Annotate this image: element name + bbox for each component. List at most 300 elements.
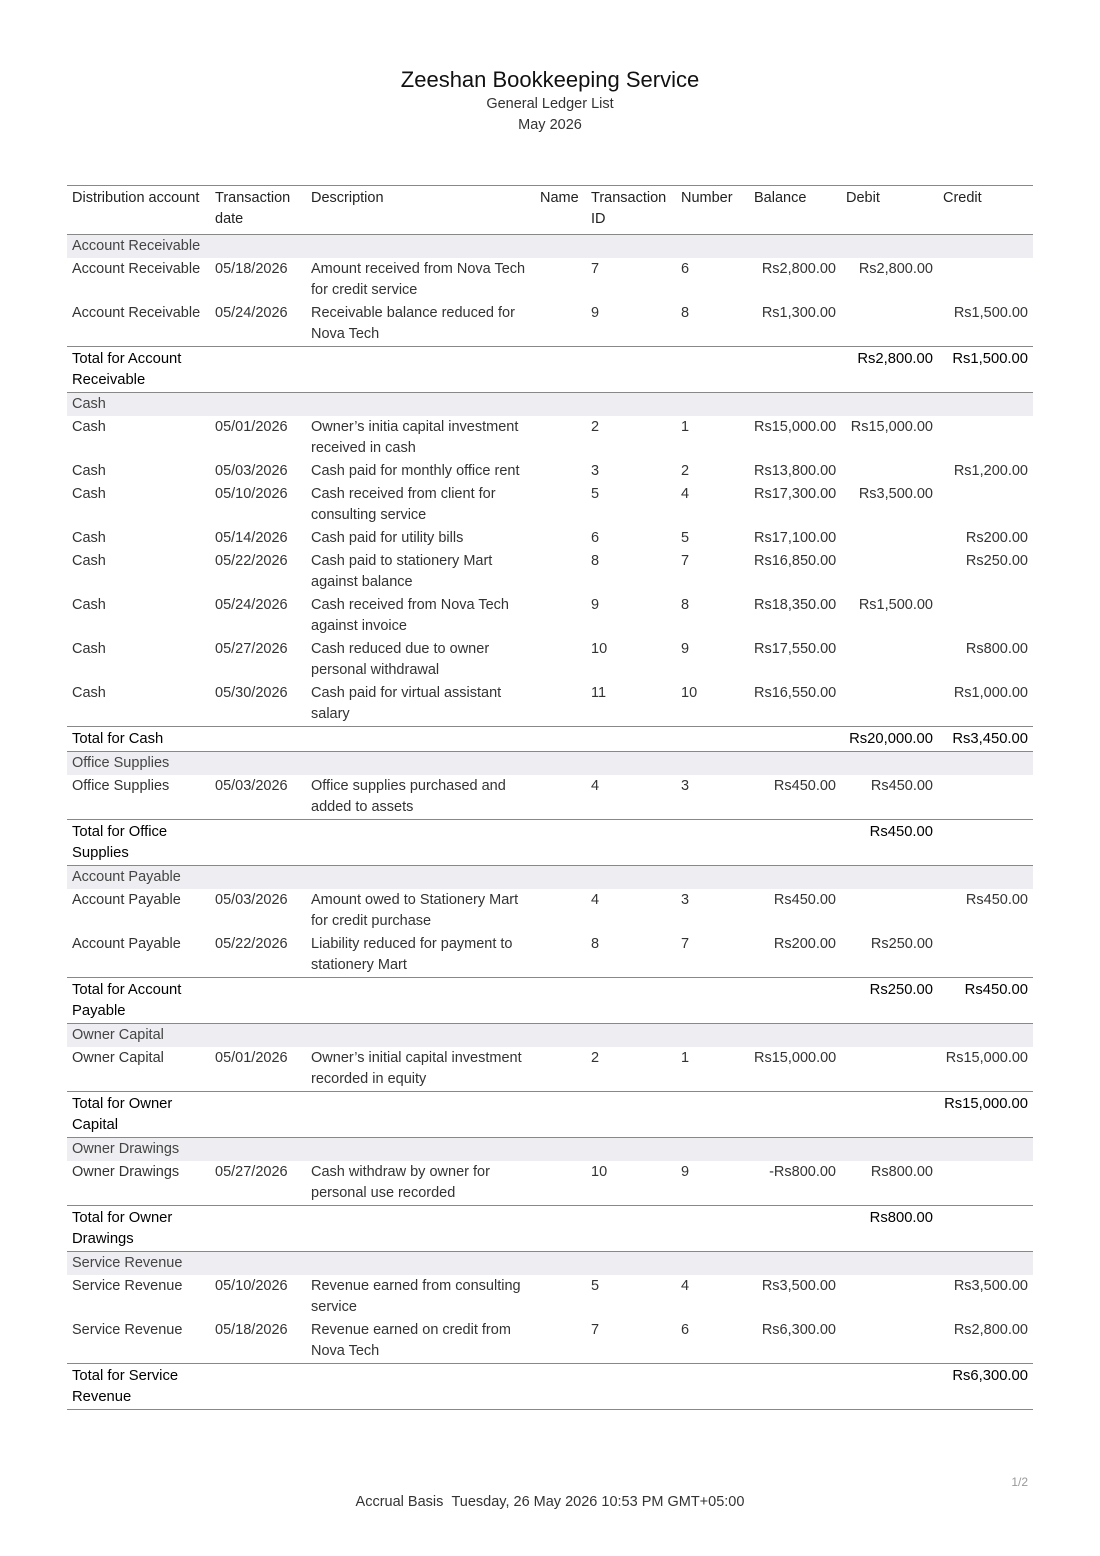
cell-debit (841, 1319, 938, 1364)
cell-description: Cash received from Nova Tech against invoice (311, 597, 509, 634)
total-debit: Rs20,000.00 (841, 727, 938, 752)
total-filler (676, 1364, 749, 1410)
total-filler (586, 727, 676, 752)
total-label: Total for Office Supplies (67, 820, 210, 866)
cell-name (535, 1161, 586, 1206)
group-filler (938, 1024, 1033, 1048)
ledger-body (67, 235, 1033, 1410)
report-title: General Ledger List (486, 96, 614, 112)
cell-number: 9 (681, 641, 690, 657)
generated-timestamp: Tuesday, 26 May 2026 10:53 PM GMT+05:00 (451, 1494, 745, 1510)
cell-credit: Rs1,000.00 (953, 685, 1028, 701)
group-filler (938, 866, 1033, 890)
general-ledger-table (67, 185, 1033, 1410)
cell-credit: Rs250.00 (965, 553, 1028, 569)
group-filler (306, 1138, 535, 1162)
table-row (67, 638, 1033, 682)
cell-credit: Rs2,800.00 (953, 1322, 1028, 1338)
col-header-transaction-id: Transaction ID (586, 186, 676, 235)
cell-date: 05/18/2026 (215, 1322, 288, 1338)
cell-account: Account Payable (72, 936, 181, 952)
total-filler (749, 727, 841, 752)
total-credit (938, 820, 1033, 866)
group-filler (210, 866, 306, 890)
cell-description: Amount received from Nova Tech for credit service (311, 261, 526, 298)
cell-debit (841, 1047, 938, 1092)
cell-date: 05/10/2026 (215, 486, 288, 502)
table-row (67, 1319, 1033, 1364)
table-row (67, 527, 1033, 550)
total-filler (676, 727, 749, 752)
cell-date: 05/03/2026 (215, 463, 288, 479)
cell-date: 05/18/2026 (215, 261, 288, 277)
total-filler (586, 347, 676, 393)
cell-name (535, 302, 586, 347)
cell-transaction-id: 10 (591, 641, 608, 657)
total-filler (535, 1092, 586, 1138)
table-header-row (67, 186, 1033, 235)
cell-date: 05/24/2026 (215, 597, 288, 613)
group-total-row (67, 727, 1033, 752)
cell-number: 7 (681, 936, 690, 952)
cell-balance: Rs18,350.00 (754, 597, 837, 613)
group-filler (676, 1252, 749, 1276)
cell-account: Office Supplies (72, 778, 170, 794)
account-group-row (67, 752, 1033, 776)
table-row (67, 775, 1033, 820)
total-credit (938, 1206, 1033, 1252)
group-filler (938, 393, 1033, 417)
cell-description: Cash paid for virtual assistant salary (311, 685, 502, 722)
cell-balance: Rs450.00 (773, 778, 836, 794)
total-debit: Rs450.00 (841, 820, 938, 866)
cell-balance: Rs17,550.00 (754, 641, 837, 657)
cell-name (535, 933, 586, 978)
cell-credit (938, 933, 1033, 978)
total-filler (210, 1092, 306, 1138)
cell-debit (841, 460, 938, 483)
group-filler (749, 1252, 841, 1276)
total-filler (306, 978, 535, 1024)
total-label: Total for Account Payable (67, 978, 210, 1024)
group-filler (938, 235, 1033, 259)
cell-credit: Rs3,500.00 (953, 1278, 1028, 1294)
total-filler (306, 347, 535, 393)
col-header-date: Transaction date (210, 186, 306, 235)
cell-number: 3 (681, 778, 690, 794)
group-filler (586, 866, 676, 890)
total-filler (676, 820, 749, 866)
cell-date: 05/03/2026 (215, 892, 288, 908)
total-credit: Rs15,000.00 (938, 1092, 1033, 1138)
group-filler (586, 1024, 676, 1048)
group-total-row (67, 1364, 1033, 1410)
group-title: Office Supplies (67, 752, 210, 776)
cell-name (535, 682, 586, 727)
cell-debit (841, 889, 938, 933)
table-row (67, 416, 1033, 460)
group-filler (210, 235, 306, 259)
cell-debit: Rs800.00 (870, 1164, 933, 1180)
group-filler (306, 1252, 535, 1276)
cell-description: Cash withdraw by owner for personal use recorded (311, 1164, 490, 1201)
cell-credit: Rs800.00 (965, 641, 1028, 657)
account-group-row (67, 866, 1033, 890)
cell-debit: Rs15,000.00 (850, 419, 933, 435)
cell-debit: Rs250.00 (870, 936, 933, 952)
group-filler (535, 752, 586, 776)
cell-balance: Rs13,800.00 (754, 463, 837, 479)
group-filler (306, 1024, 535, 1048)
total-filler (535, 978, 586, 1024)
report-header (0, 66, 1100, 136)
group-filler (841, 1138, 938, 1162)
cell-description: Office supplies purchased and added to assets (311, 778, 506, 815)
group-total-row (67, 1206, 1033, 1252)
total-filler (749, 820, 841, 866)
group-title: Owner Capital (67, 1024, 210, 1048)
total-filler (535, 820, 586, 866)
total-debit (841, 1092, 938, 1138)
cell-description: Amount owed to Stationery Mart for credit purchase (311, 892, 519, 929)
cell-date: 05/10/2026 (215, 1278, 288, 1294)
cell-credit: Rs15,000.00 (945, 1050, 1028, 1066)
group-title: Service Revenue (67, 1252, 210, 1276)
group-filler (586, 1138, 676, 1162)
cell-debit: Rs3,500.00 (858, 486, 933, 502)
cell-transaction-id: 10 (591, 1164, 608, 1180)
cell-date: 05/27/2026 (215, 641, 288, 657)
cell-transaction-id: 4 (591, 892, 600, 908)
cell-debit: Rs2,800.00 (858, 261, 933, 277)
cell-account: Cash (72, 419, 106, 435)
cell-account: Cash (72, 486, 106, 502)
group-filler (676, 1138, 749, 1162)
group-filler (749, 866, 841, 890)
cell-description: Cash received from client for consulting service (311, 486, 496, 523)
cell-number: 8 (681, 597, 690, 613)
group-filler (306, 866, 535, 890)
cell-debit (841, 682, 938, 727)
group-filler (938, 1138, 1033, 1162)
cell-name (535, 1275, 586, 1319)
cell-name (535, 416, 586, 460)
table-row (67, 302, 1033, 347)
group-title: Cash (67, 393, 210, 417)
cell-transaction-id: 7 (591, 1322, 600, 1338)
total-filler (535, 1206, 586, 1252)
total-filler (306, 1206, 535, 1252)
cell-description: Liability reduced for payment to stationery Mart (311, 936, 513, 973)
cell-transaction-id: 2 (591, 1050, 600, 1066)
total-filler (676, 347, 749, 393)
total-filler (586, 1206, 676, 1252)
group-filler (841, 1252, 938, 1276)
total-filler (586, 1092, 676, 1138)
cell-number: 4 (681, 486, 690, 502)
cell-debit (841, 1275, 938, 1319)
cell-number: 6 (681, 1322, 690, 1338)
cell-description: Cash paid for monthly office rent (311, 463, 520, 479)
group-filler (535, 393, 586, 417)
total-filler (749, 347, 841, 393)
total-filler (306, 1092, 535, 1138)
cell-account: Cash (72, 597, 106, 613)
cell-debit (841, 527, 938, 550)
accounting-basis: Accrual Basis (355, 1494, 444, 1510)
group-filler (210, 1138, 306, 1162)
group-filler (210, 1252, 306, 1276)
group-filler (841, 1024, 938, 1048)
total-filler (676, 1206, 749, 1252)
cell-balance: Rs16,550.00 (754, 685, 837, 701)
cell-credit: Rs200.00 (965, 530, 1028, 546)
group-filler (676, 235, 749, 259)
account-group-row (67, 235, 1033, 259)
cell-date: 05/27/2026 (215, 1164, 288, 1180)
table-row (67, 550, 1033, 594)
group-filler (535, 235, 586, 259)
total-debit: Rs250.00 (841, 978, 938, 1024)
total-filler (586, 1364, 676, 1410)
cell-description: Revenue earned on credit from Nova Tech (311, 1322, 511, 1359)
cell-account: Cash (72, 641, 106, 657)
cell-number: 10 (681, 685, 698, 701)
group-filler (306, 393, 535, 417)
total-filler (210, 1206, 306, 1252)
cell-credit (938, 416, 1033, 460)
group-filler (676, 393, 749, 417)
group-filler (535, 1138, 586, 1162)
cell-name (535, 550, 586, 594)
cell-credit (938, 1161, 1033, 1206)
total-debit: Rs800.00 (841, 1206, 938, 1252)
total-label: Total for Service Revenue (67, 1364, 210, 1410)
cell-balance: Rs6,300.00 (761, 1322, 836, 1338)
total-filler (749, 978, 841, 1024)
group-filler (535, 866, 586, 890)
group-filler (586, 752, 676, 776)
group-filler (749, 235, 841, 259)
cell-account: Cash (72, 463, 106, 479)
group-filler (306, 752, 535, 776)
cell-debit (841, 550, 938, 594)
cell-account: Cash (72, 530, 106, 546)
group-title: Owner Drawings (67, 1138, 210, 1162)
total-label: Total for Cash (67, 727, 210, 752)
cell-description: Owner’s initial capital investment recorded in equity (311, 1050, 522, 1087)
table-row (67, 682, 1033, 727)
cell-balance: Rs450.00 (773, 892, 836, 908)
cell-name (535, 483, 586, 527)
cell-number: 6 (681, 261, 690, 277)
group-filler (749, 752, 841, 776)
cell-account: Account Receivable (72, 261, 201, 277)
cell-credit (938, 258, 1033, 302)
cell-name (535, 1319, 586, 1364)
cell-credit: Rs450.00 (965, 892, 1028, 908)
total-filler (210, 347, 306, 393)
cell-description: Cash reduced due to owner personal withdrawal (311, 641, 490, 678)
total-filler (535, 727, 586, 752)
cell-account: Cash (72, 685, 106, 701)
total-filler (535, 1364, 586, 1410)
cell-date: 05/14/2026 (215, 530, 288, 546)
cell-debit: Rs450.00 (870, 778, 933, 794)
cell-name (535, 638, 586, 682)
cell-balance: Rs2,800.00 (761, 261, 836, 277)
total-debit (841, 1364, 938, 1410)
table-row (67, 1047, 1033, 1092)
cell-transaction-id: 8 (591, 936, 600, 952)
cell-balance: Rs17,300.00 (754, 486, 837, 502)
cell-transaction-id: 3 (591, 463, 600, 479)
cell-description: Cash paid to stationery Mart against balance (311, 553, 493, 590)
cell-number: 9 (681, 1164, 690, 1180)
col-header-debit: Debit (841, 186, 938, 235)
total-filler (306, 820, 535, 866)
table-row (67, 483, 1033, 527)
total-debit: Rs2,800.00 (841, 347, 938, 393)
cell-balance: -Rs800.00 (769, 1164, 836, 1180)
cell-description: Cash paid for utility bills (311, 530, 464, 546)
cell-number: 4 (681, 1278, 690, 1294)
table-row (67, 258, 1033, 302)
cell-date: 05/22/2026 (215, 936, 288, 952)
group-filler (841, 393, 938, 417)
table-row (67, 1275, 1033, 1319)
col-header-credit: Credit (938, 186, 1033, 235)
group-filler (749, 393, 841, 417)
cell-balance: Rs17,100.00 (754, 530, 837, 546)
cell-transaction-id: 7 (591, 261, 600, 277)
cell-balance: Rs1,300.00 (761, 305, 836, 321)
group-filler (586, 393, 676, 417)
group-filler (841, 752, 938, 776)
total-label: Total for Owner Drawings (67, 1206, 210, 1252)
total-filler (676, 978, 749, 1024)
cell-date: 05/03/2026 (215, 778, 288, 794)
company-name: Zeeshan Bookkeeping Service (400, 67, 700, 92)
group-filler (210, 1024, 306, 1048)
cell-description: Receivable balance reduced for Nova Tech (311, 305, 515, 342)
col-header-name: Name (535, 186, 586, 235)
report-footer (0, 1494, 1100, 1510)
total-filler (210, 727, 306, 752)
cell-account: Service Revenue (72, 1278, 183, 1294)
cell-credit: Rs1,200.00 (953, 463, 1028, 479)
cell-account: Cash (72, 553, 106, 569)
total-credit: Rs1,500.00 (938, 347, 1033, 393)
cell-date: 05/24/2026 (215, 305, 288, 321)
cell-balance: Rs200.00 (773, 936, 836, 952)
cell-name (535, 460, 586, 483)
col-header-balance: Balance (749, 186, 841, 235)
group-title: Account Receivable (67, 235, 210, 259)
cell-credit (938, 594, 1033, 638)
group-filler (938, 1252, 1033, 1276)
cell-transaction-id: 4 (591, 778, 600, 794)
total-credit: Rs450.00 (938, 978, 1033, 1024)
cell-transaction-id: 6 (591, 530, 600, 546)
total-filler (210, 978, 306, 1024)
group-filler (586, 235, 676, 259)
cell-number: 8 (681, 305, 690, 321)
cell-number: 1 (681, 1050, 690, 1066)
cell-name (535, 527, 586, 550)
cell-credit (938, 483, 1033, 527)
report-period: May 2026 (518, 117, 582, 133)
cell-transaction-id: 9 (591, 597, 600, 613)
col-header-account: Distribution account (67, 186, 210, 235)
cell-description: Revenue earned from consulting service (311, 1278, 521, 1315)
total-filler (306, 727, 535, 752)
total-filler (210, 820, 306, 866)
cell-name (535, 1047, 586, 1092)
cell-credit (938, 775, 1033, 820)
total-credit: Rs6,300.00 (938, 1364, 1033, 1410)
group-total-row (67, 978, 1033, 1024)
cell-account: Owner Capital (72, 1050, 164, 1066)
cell-name (535, 889, 586, 933)
total-filler (586, 978, 676, 1024)
cell-debit (841, 638, 938, 682)
cell-transaction-id: 9 (591, 305, 600, 321)
total-filler (210, 1364, 306, 1410)
cell-date: 05/30/2026 (215, 685, 288, 701)
cell-description: Owner’s initia capital investment received in cash (311, 419, 519, 456)
cell-name (535, 594, 586, 638)
group-filler (841, 866, 938, 890)
group-total-row (67, 820, 1033, 866)
group-filler (676, 866, 749, 890)
cell-account: Account Receivable (72, 305, 201, 321)
cell-name (535, 775, 586, 820)
cell-transaction-id: 5 (591, 486, 600, 502)
group-total-row (67, 347, 1033, 393)
table-row (67, 889, 1033, 933)
account-group-row (67, 393, 1033, 417)
total-credit: Rs3,450.00 (938, 727, 1033, 752)
cell-name (535, 258, 586, 302)
account-group-row (67, 1252, 1033, 1276)
table-row (67, 933, 1033, 978)
cell-number: 7 (681, 553, 690, 569)
account-group-row (67, 1024, 1033, 1048)
col-header-description: Description (306, 186, 535, 235)
group-filler (749, 1024, 841, 1048)
cell-number: 5 (681, 530, 690, 546)
cell-account: Account Payable (72, 892, 181, 908)
cell-transaction-id: 2 (591, 419, 600, 435)
cell-date: 05/22/2026 (215, 553, 288, 569)
account-group-row (67, 1138, 1033, 1162)
table-row (67, 1161, 1033, 1206)
cell-credit: Rs1,500.00 (953, 305, 1028, 321)
table-row (67, 594, 1033, 638)
group-filler (586, 1252, 676, 1276)
total-filler (586, 820, 676, 866)
cell-balance: Rs3,500.00 (761, 1278, 836, 1294)
total-filler (676, 1092, 749, 1138)
cell-debit (841, 302, 938, 347)
cell-number: 2 (681, 463, 690, 479)
group-total-row (67, 1092, 1033, 1138)
page-number: 1/2 (1011, 1475, 1028, 1489)
total-filler (749, 1092, 841, 1138)
cell-date: 05/01/2026 (215, 1050, 288, 1066)
total-filler (749, 1364, 841, 1410)
